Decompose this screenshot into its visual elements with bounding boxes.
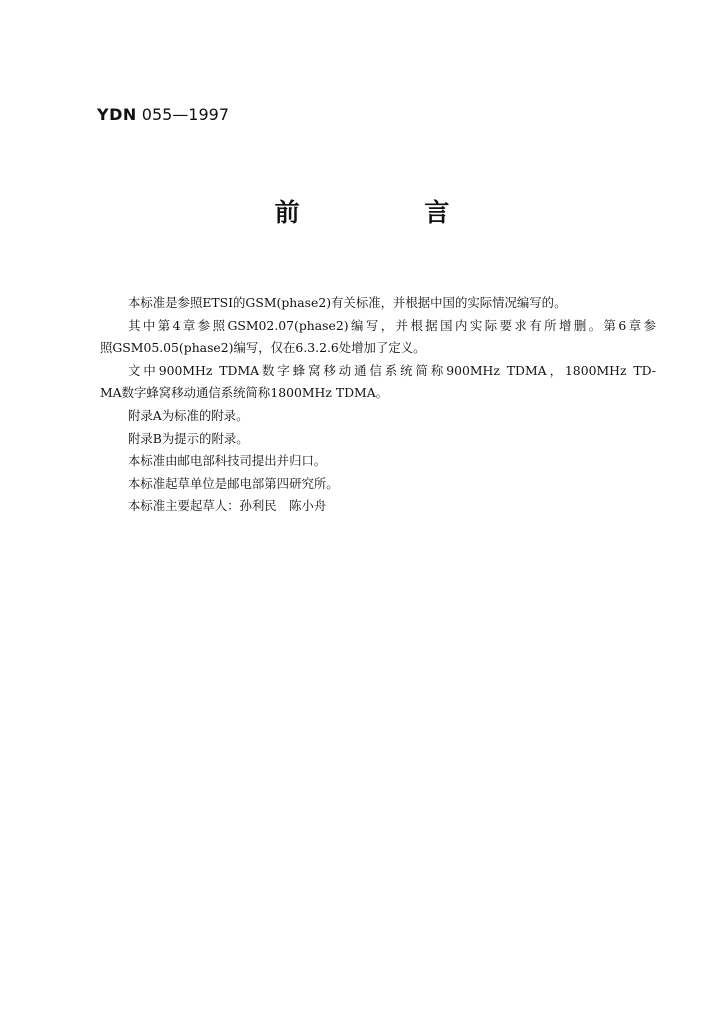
paragraph-line: MA数字蜂窝移动通信系统简称1800MHz TDMA。 — [100, 385, 389, 401]
paragraph-line: 本标准主要起草人：孙利民 陈小舟 — [128, 498, 327, 514]
foreword-body — [100, 292, 656, 518]
paragraph-line: 本标准是参照ETSI的GSM(phase2)有关标准，并根据中国的实际情况编写的。 — [128, 295, 567, 310]
paragraph-line: 文中900MHz TDMA数字蜂窝移动通信系统简称900MHz TDMA，1800MHz TD- — [128, 362, 656, 378]
paragraph-line: 照GSM05.05(phase2)编写，仅在6.3.2.6处增加了定义。 — [100, 340, 426, 356]
page-title: 前 言 — [274, 198, 508, 227]
paragraph-line: 本标准起草单位是邮电部第四研究所。 — [128, 475, 339, 491]
paragraph-line: 附录B为提示的附录。 — [128, 430, 249, 446]
paragraph-line: 其中第4章参照GSM02.07(phase2)编写，并根据国内实际要求有所增删。第6章参 — [128, 317, 656, 333]
document-number-value: 055—1997 — [141, 105, 230, 124]
document-number — [97, 105, 229, 125]
paragraph-line: 本标准由邮电部科技司提出并归口。 — [128, 453, 327, 469]
paragraph-line: 附录A为标准的附录。 — [128, 407, 249, 423]
document-number-prefix: YDN — [97, 105, 137, 124]
